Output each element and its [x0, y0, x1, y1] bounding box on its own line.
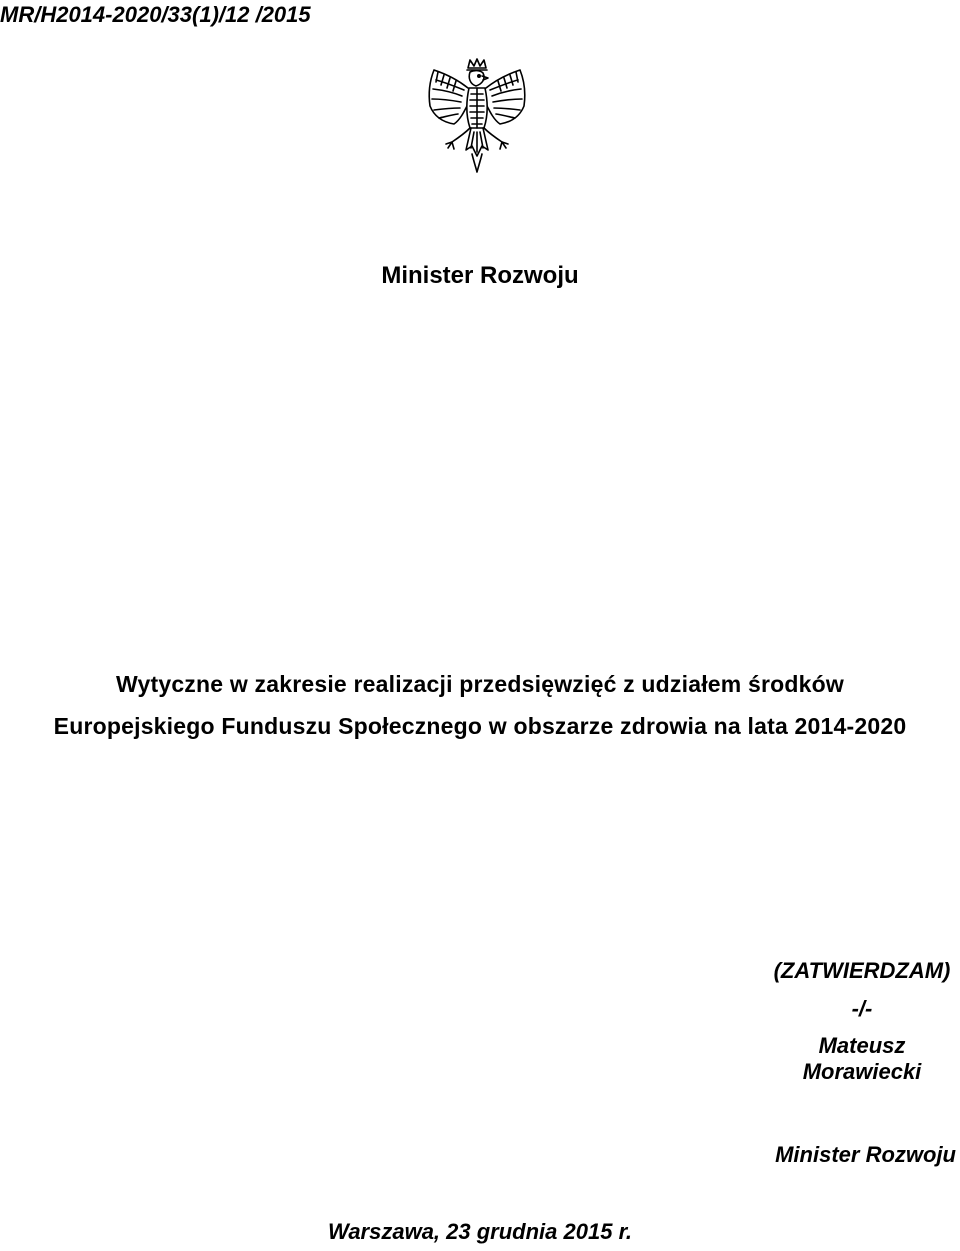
document-title-line-2: Europejskiego Funduszu Społecznego w obszarze zdrowia na lata 2014-2020 — [53, 713, 907, 739]
document-title — [0, 663, 960, 747]
signer-role: Minister Rozwoju — [775, 1142, 956, 1167]
document-reference: MR/H2014-2020/33(1)/12 /2015 — [0, 2, 311, 27]
signer-last-name: Morawiecki — [802, 1059, 922, 1084]
approval-block — [764, 957, 960, 1085]
document-title-line-1: Wytyczne w zakresie realizacji przedsięwzięć z udziałem środków — [115, 671, 845, 697]
approval-label: (ZATWIERDZAM) — [773, 958, 951, 983]
signature-mark: -/- — [851, 996, 873, 1021]
signer-first-name: Mateusz — [818, 1033, 906, 1058]
issuing-authority: Minister Rozwoju — [381, 262, 579, 289]
white-eagle-emblem-icon — [424, 58, 530, 174]
place-and-date: Warszawa, 23 grudnia 2015 r. — [327, 1219, 633, 1244]
